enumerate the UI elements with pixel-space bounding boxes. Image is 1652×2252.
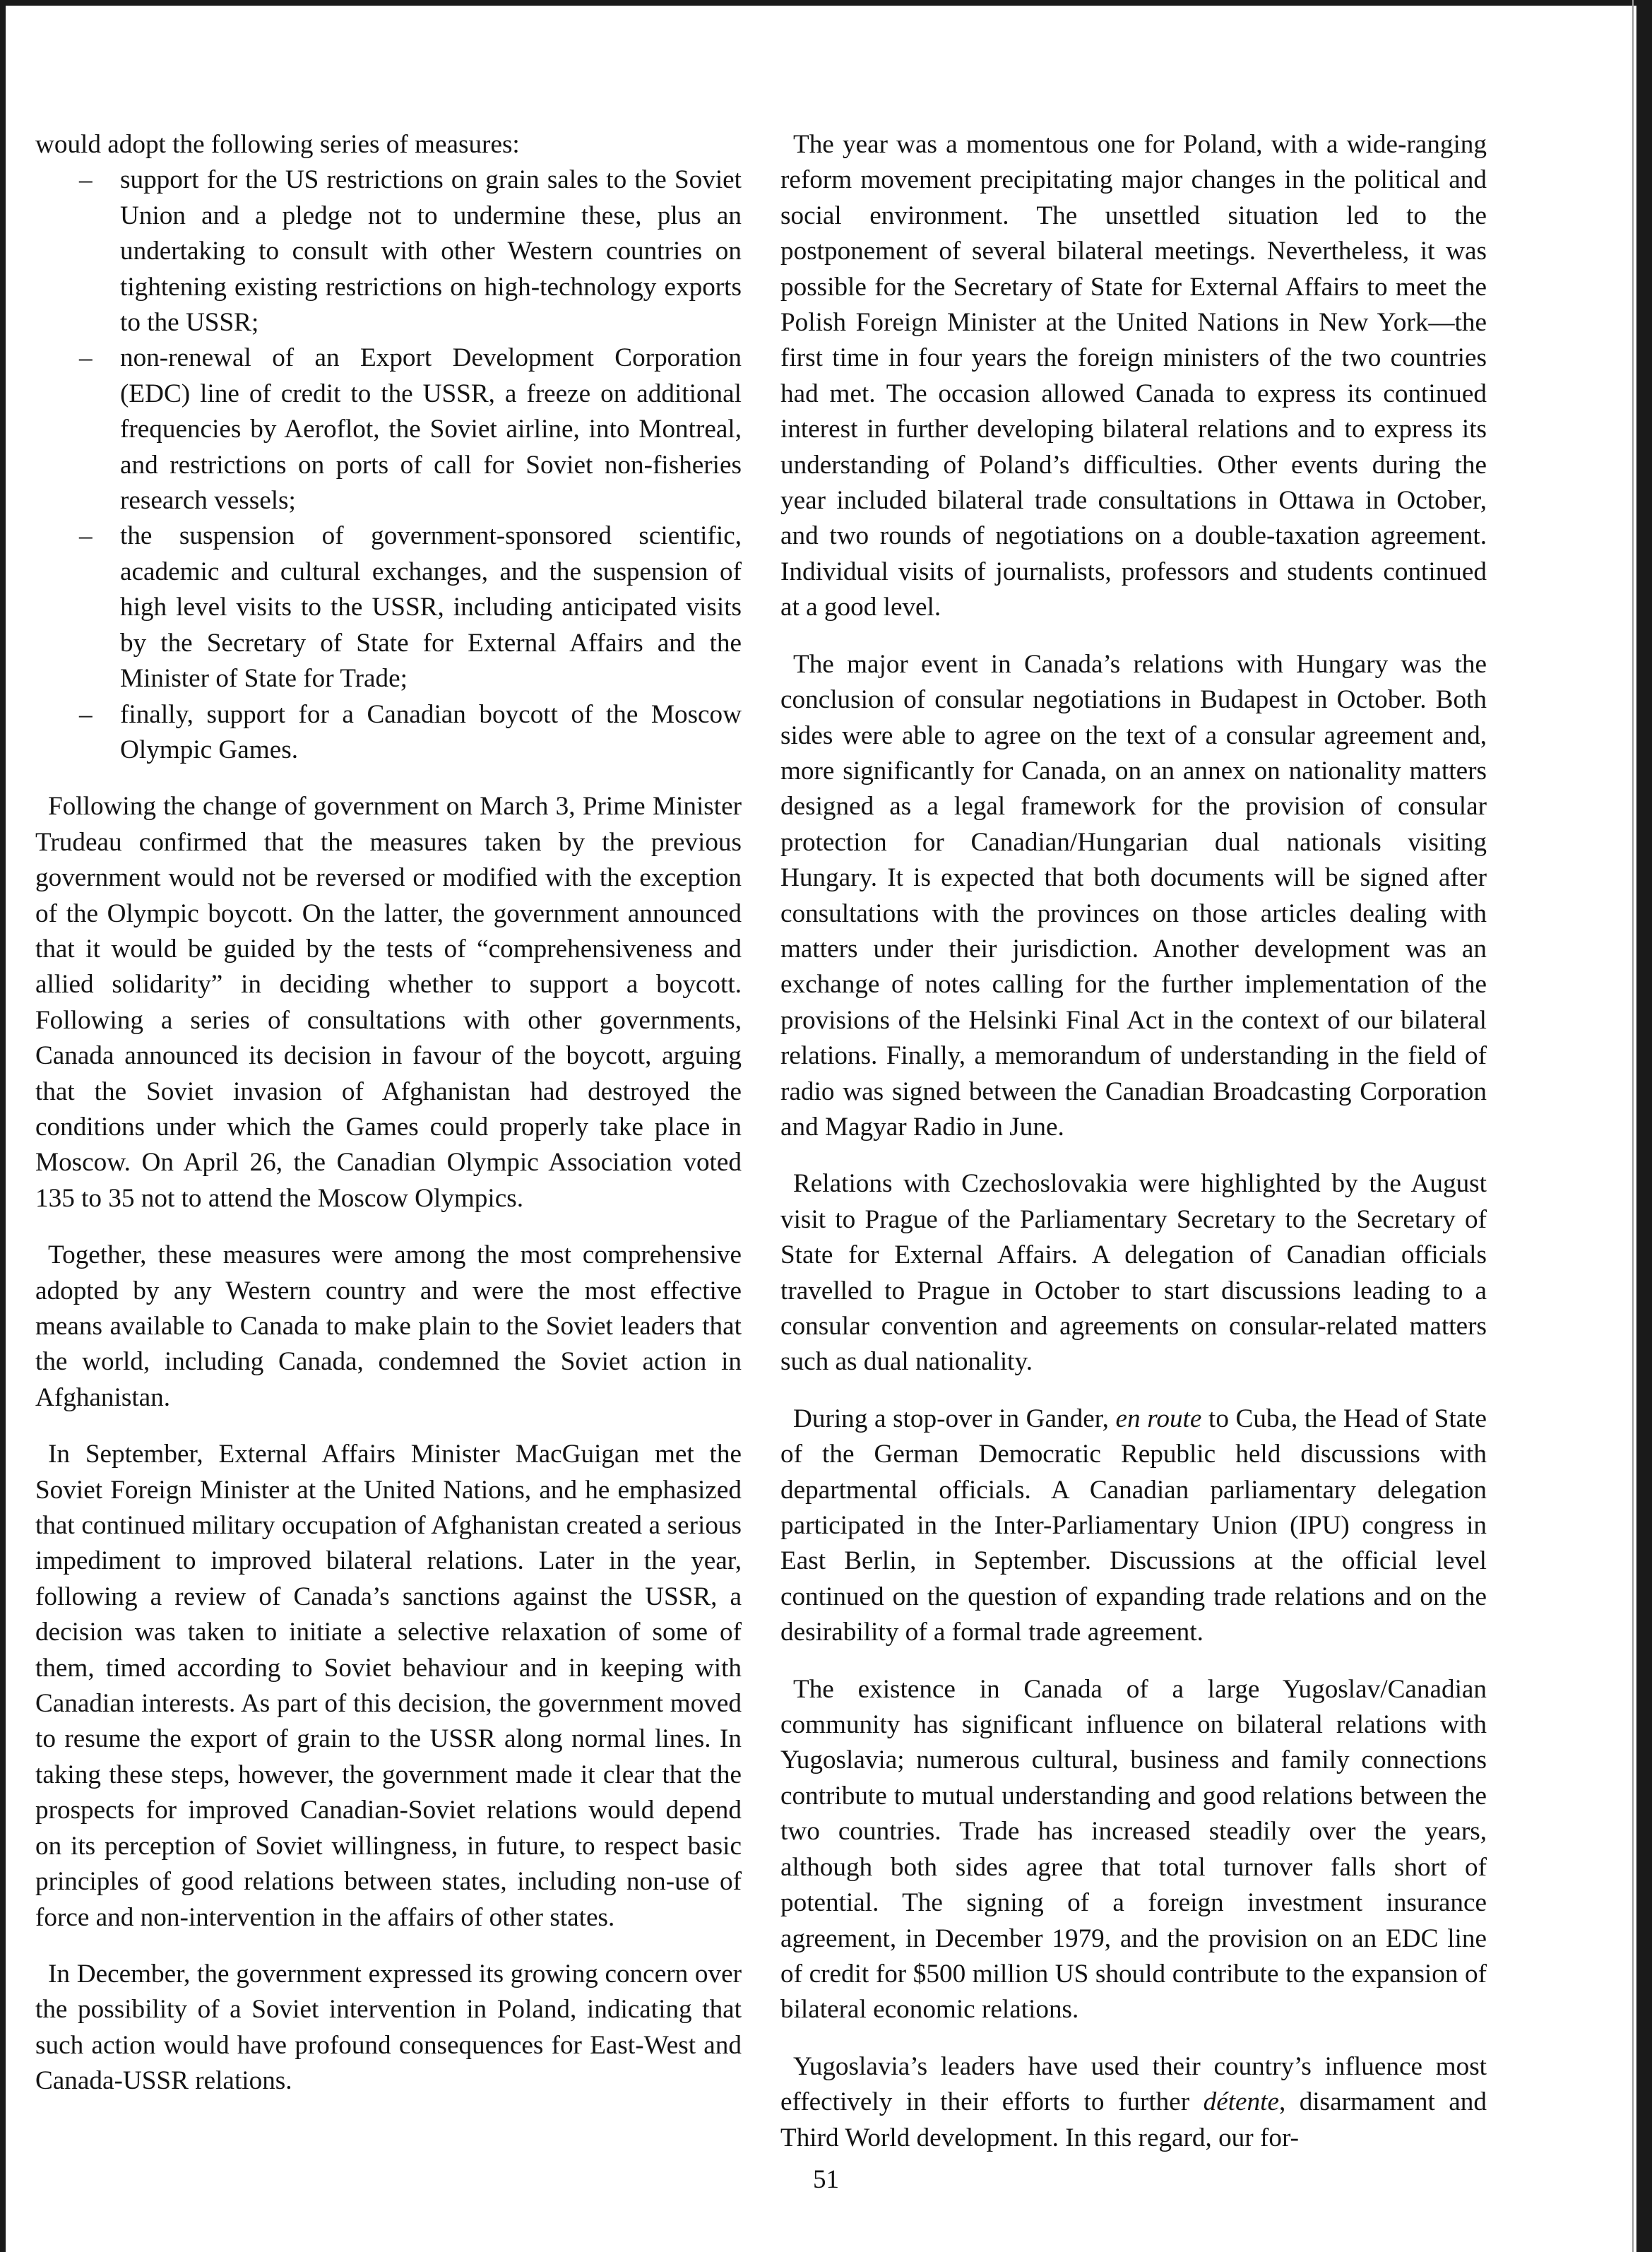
measure-text: non-renewal of an Export Development Corporation (EDC) line of credit to the USSR, a freeze on additional frequencies by Aeroflot, the Soviet airline, into Montreal, and restrictions on ports of call for Soviet non-fisheries research vessels; xyxy=(120,343,742,516)
paragraph-hungary: The major event in Canada’s relations with Hungary was the conclusion of consular negotiations in Budapest in October. Both sides were able to agree on the text of a consular agreement and, more significantly for Canada, on an annex on nationality matters designed as a legal framework for the provision of consular protection for Canadian/Hungarian dual nationals visiting Hungary. It is expected that both documents will be signed after consultations with the provinces on those articles dealing with matters under their jurisdiction. Another development was an exchange of notes calling for the further implementation of the provisions of the Helsinki Final Act in the context of our bilateral relations. Finally, a memorandum of understanding in the field of radio was signed between the Canadian Broadcasting Corporation and Magyar Radio in June. xyxy=(780,649,1487,1142)
right-column xyxy=(780,127,1487,2177)
paragraph-czechoslovakia: Relations with Czechoslovakia were highlighted by the August visit to Prague of the Parliamentary Secretary to the Secretary of State for External Affairs. A delegation of Canadian officials travelled to Prague in October to start discussions leading to a consular convention and agreements on consular-related matters such as dual nationality. xyxy=(780,1169,1487,1377)
measure-text: finally, support for a Canadian boycott of the Moscow Olympic Games. xyxy=(120,699,742,764)
scan-edge-top xyxy=(0,0,1652,6)
scan-edge-left xyxy=(0,0,6,2252)
dash-bullet: – xyxy=(79,699,93,729)
paragraph-olympic-boycott: Following the change of government on March 3, Prime Minister Trudeau confirmed that the measures taken by the previous government would not be reversed or modified with the exception of the Olympic boycott. On the latter, the government announced that it would be guided by the tests of “comprehensiveness and allied solidarity” in deciding whether to support a boycott. Following a series of consultations with other governments, Canada announced its decision in favour of the boycott, arguing that the Soviet invasion of Afghanistan had destroyed the conditions under which the Games could properly take place in Moscow. On April 26, the Canadian Olympic Association voted 135 to 35 not to attend the Moscow Olympics. xyxy=(35,792,742,1213)
left-column xyxy=(35,127,742,2121)
paragraph-poland: The year was a momentous one for Poland, with a wide-ranging reform movement precipitating major changes in the political and social environment. The unsettled situation led to the postponement of several bilateral meetings. Nevertheless, it was possible for the Secretary of State for External Affairs to meet the Polish Foreign Minister at the United Nations in New York—the first time in four years the foreign ministers of the two countries had met. The occasion allowed Canada to express its continued interest in further developing bilateral relations and to express its understanding of Poland’s difficulties. Other events during the year included bilateral trade consultations in Ottawa in October, and two rounds of negotiations on a double-taxation agreement. Individual visits of journalists, professors and students continued at a good level. xyxy=(780,130,1487,622)
final-text-start: Yugoslavia’s leaders have used their country’s influence most effectively in their efforts to further xyxy=(780,2051,1487,2117)
dash-bullet: – xyxy=(79,343,93,373)
scan-edge-right xyxy=(1636,0,1652,2252)
measure-item xyxy=(79,340,742,518)
dash-bullet: – xyxy=(79,521,93,551)
measure-text: the suspension of government-sponsored scientific, academic and cultural exchanges, and the suspension of high level visits to the USSR, including anticipated visits by the Secretary of State for External Affairs and the Minister of State for Trade; xyxy=(120,521,742,694)
measure-text: support for the US restrictions on grain sales to the Soviet Union and a pledge not to undermine these, plus an undertaking to consult with other Western countries on tightening existing restrictions on high-technology exports to the USSR; xyxy=(120,165,742,338)
final-italic-detente: détente xyxy=(1203,2087,1279,2117)
measure-item xyxy=(79,518,742,697)
scan-edge-right-line xyxy=(1632,0,1634,2252)
final-text-end: , disarmament and Third World development. In this regard, our for- xyxy=(780,2087,1487,2152)
paragraph-yugoslavia: The existence in Canada of a large Yugoslav/Canadian community has significant influence on bilateral relations with Yugoslavia; numerous cultural, business and family connections contribute to mutual understanding and good relations between the two countries. Trade has increased steadily over the years, although both sides agree that total turnover falls short of potential. The signing of a foreign investment insurance agreement, in December 1979, and the provision on an EDC line of credit for $500 million US should contribute to the expansion of bilateral economic relations. xyxy=(780,1674,1487,2025)
gdr-italic-en-route: en route xyxy=(1115,1404,1202,1433)
measures-list xyxy=(35,162,742,768)
paragraph-yugoslavia-leaders xyxy=(780,2049,1487,2156)
gdr-text-end: to Cuba, the Head of State of the German Democratic Republic held discussions with departmental officials. A Canadian parliamentary delegation participated in the Inter-Parliamentary Union (IPU) congress in East Berlin, in September. Discussions at the official level continued on the question of expanding trade relations and on the desirability of a formal trade agreement. xyxy=(780,1404,1487,1647)
paragraph-gdr xyxy=(780,1401,1487,1651)
paragraph-measures-summary: Together, these measures were among the most comprehensive adopted by any Western country and were the most effective means available to Canada to make plain to the Soviet leaders that the world, including Canada, condemned the Soviet action in Afghanistan. xyxy=(35,1240,742,1412)
measures-intro: would adopt the following series of measures: xyxy=(35,130,520,159)
measure-item xyxy=(79,697,742,769)
dash-bullet: – xyxy=(79,165,93,195)
paragraph-september-meeting: In September, External Affairs Minister MacGuigan met the Soviet Foreign Minister at the United Nations, and he emphasized that continued military occupation of Afghanistan created a serious impediment to improved bilateral relations. Later in the year, following a review of Canada’s sanctions against the USSR, a decision was taken to initiate a selective relaxation of some of them, timed according to Soviet behaviour and in keeping with Canadian interests. As part of this decision, the government moved to resume the export of grain to the USSR along normal lines. In taking these steps, however, the government made it clear that the prospects for improved Canadian-Soviet relations would depend on its perception of Soviet willingness, in future, to respect basic principles of good relations between states, including non-use of force and non-intervention in the affairs of other states. xyxy=(35,1440,742,1932)
gdr-text-start: During a stop-over in Gander, xyxy=(793,1404,1116,1433)
page-number: 51 xyxy=(813,2165,839,2194)
paragraph-december-poland: In December, the government expressed its growing concern over the possibility of a Soviet intervention in Poland, indicating that such action would have profound consequences for East-West and Canada-USSR relations. xyxy=(35,1959,742,2096)
measure-item xyxy=(79,162,742,340)
